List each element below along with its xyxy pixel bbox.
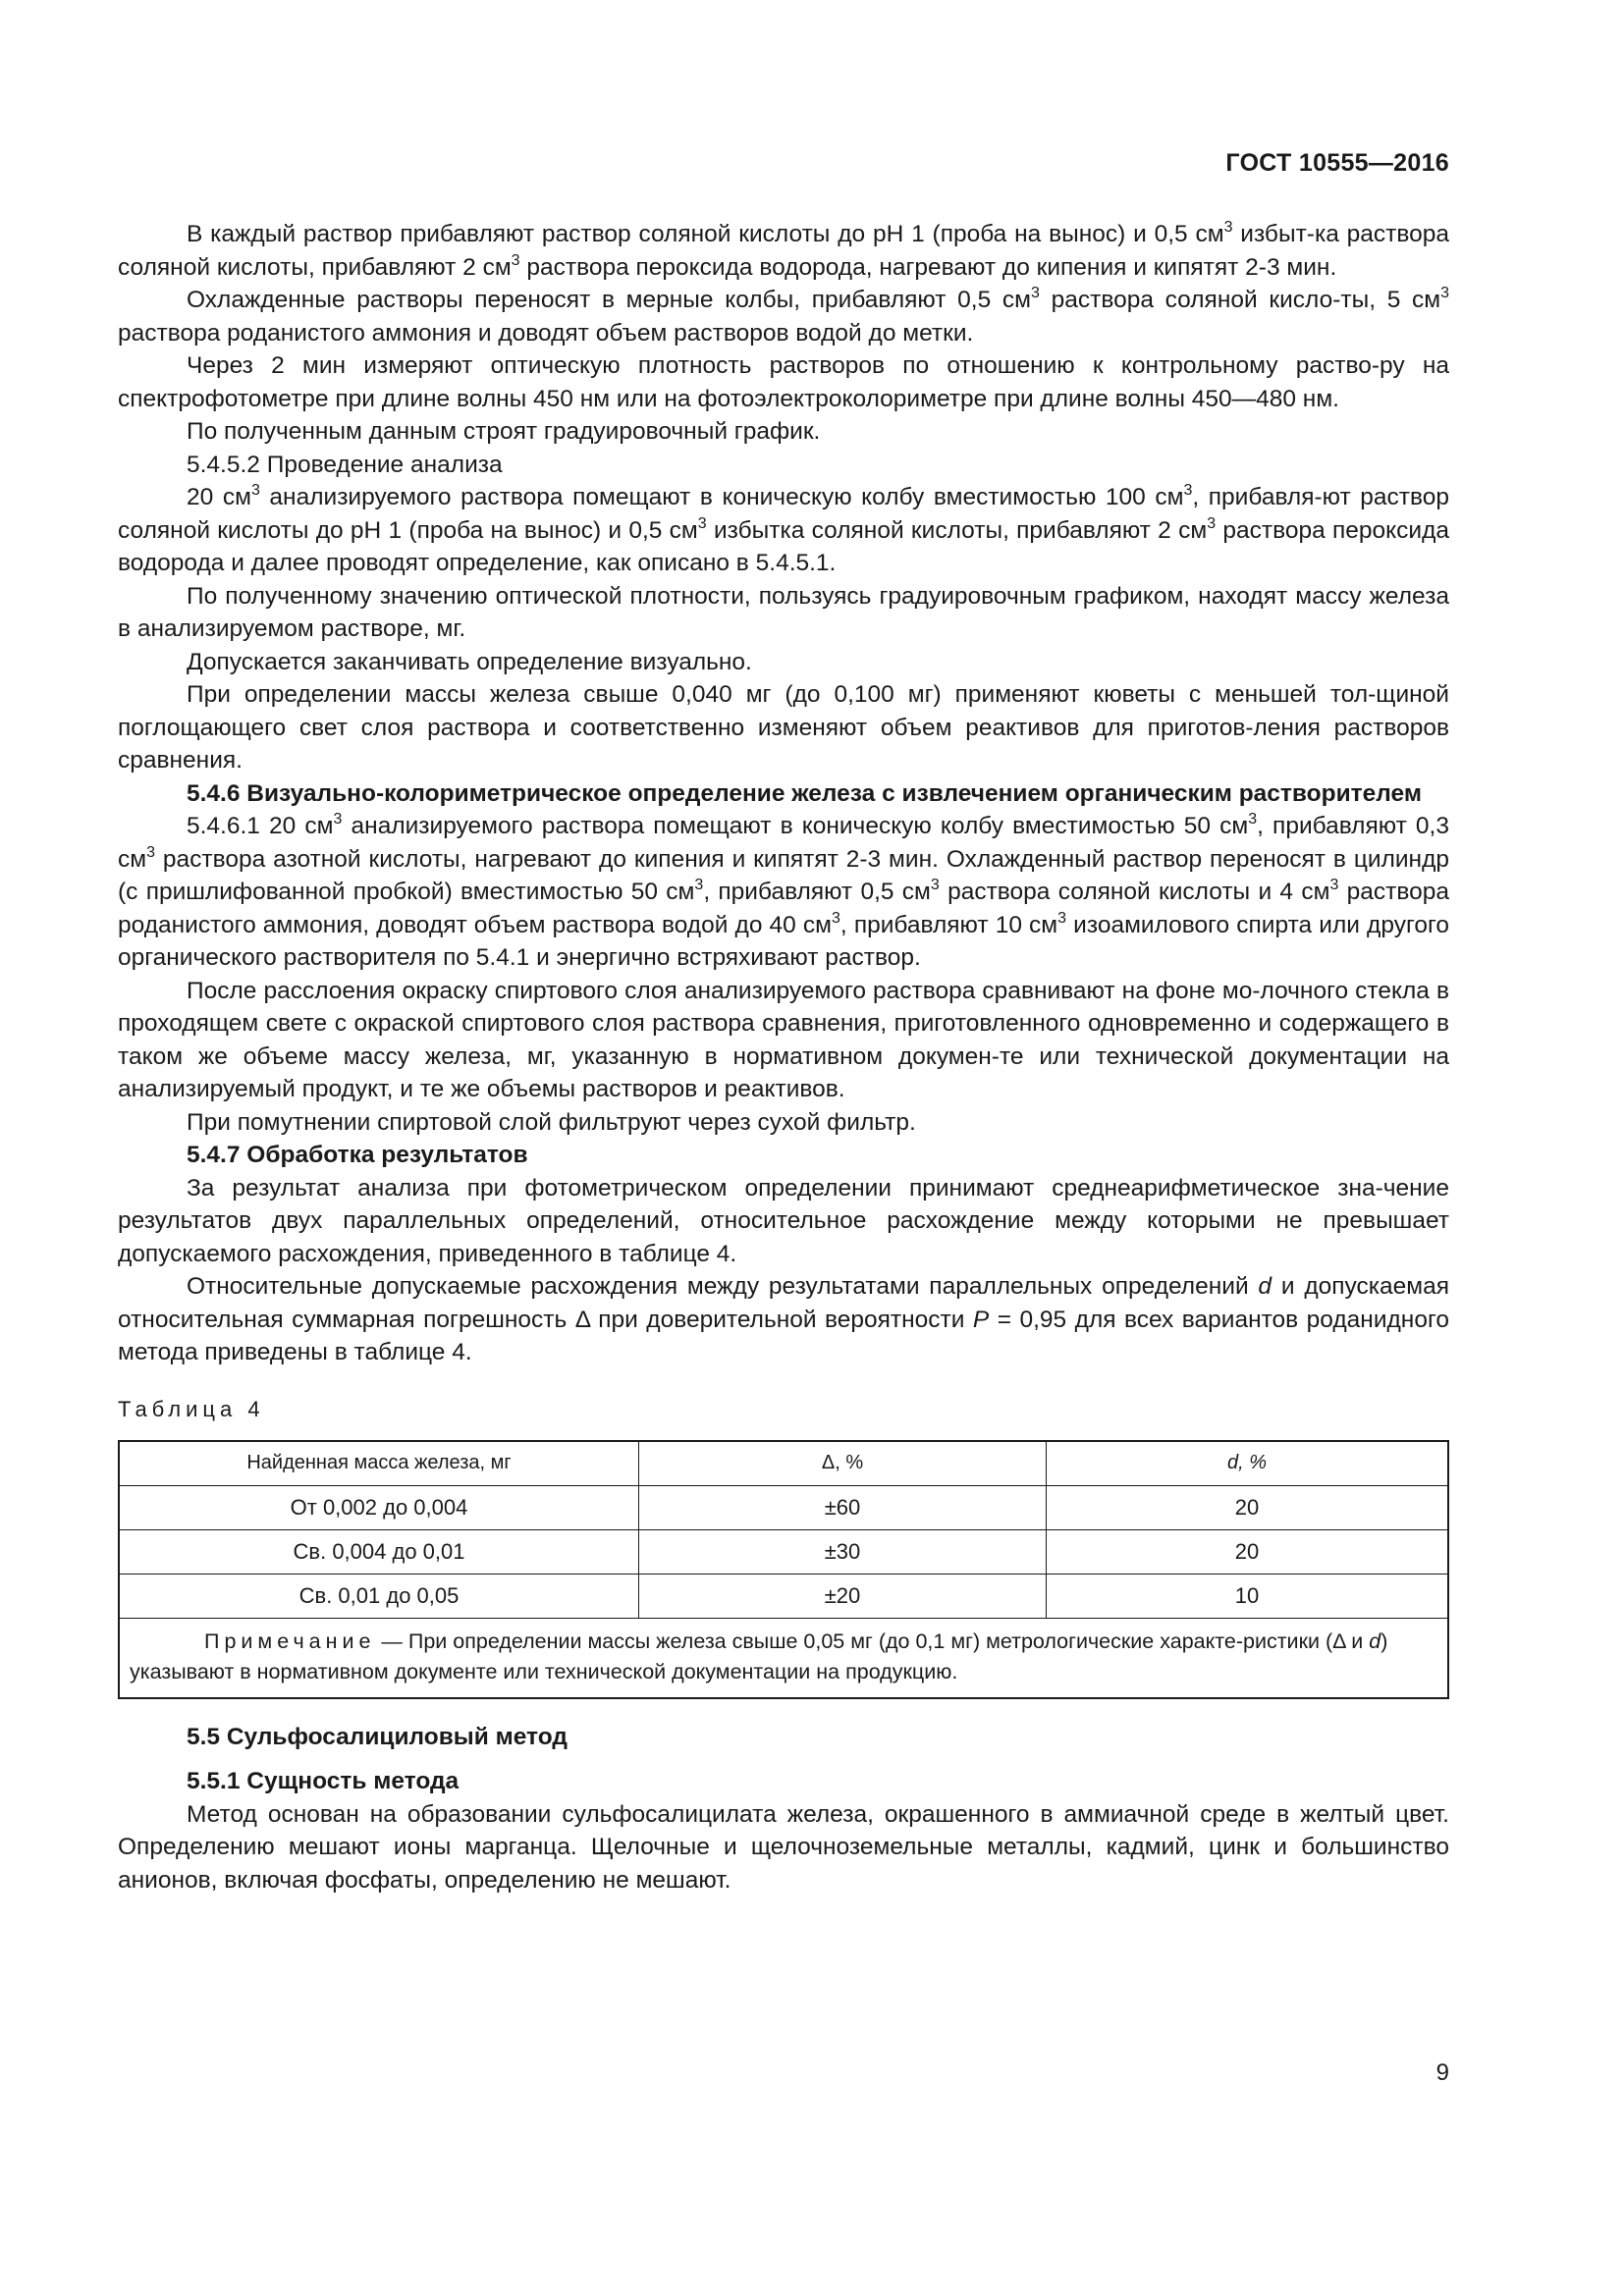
paragraph: Через 2 мин измеряют оптическую плотность растворов по отношению к контрольному раство-ру на спектрофотометре при длине волны 450 нм или на фотоэлектроколориметре при длине волны 450—480 нм. [118, 352, 1449, 412]
table-row [119, 1529, 1448, 1574]
document-number-header: ГОСТ 10555—2016 [1225, 149, 1449, 177]
table-note: Примечание — При определении массы железа свыше 0,05 мг (до 0,1 мг) метрологические характе-ристики (Δ и d) указывают в нормативном документе или технической документации на продукцию. [119, 1618, 1448, 1698]
table-row [119, 1574, 1448, 1618]
document-page [118, 0, 1449, 2296]
paragraph: По полученному значению оптической плотности, пользуясь градуировочным графиком, находят массу железа в анализируемом растворе, мг. [118, 582, 1449, 642]
section-heading-5-5-1: 5.5.1 Сущность метода [187, 1768, 460, 1794]
paragraph: По полученным данным строят градуировочный график. [187, 418, 821, 445]
table-cell: 10 [1047, 1574, 1449, 1618]
table-cell: Св. 0,004 до 0,01 [119, 1529, 639, 1574]
paragraph: За результат анализа при фотометрическом определении принимают среднеарифметическое зна-чение результатов двух параллельных определений, относительное расхождение между которыми не превышает допускаемого расхождения, приведенного в таблице 4. [118, 1174, 1449, 1267]
column-header: Найденная масса железа, мг [119, 1441, 639, 1486]
section-heading-5-4-6: 5.4.6 Визуально-колориметрическое определение железа с извлечением органическим растворителем [187, 779, 1422, 807]
table-cell: Св. 0,01 до 0,05 [119, 1574, 639, 1618]
table-note-row [119, 1618, 1448, 1698]
table-cell: ±20 [639, 1574, 1047, 1618]
paragraph: Относительные допускаемые расхождения между результатами параллельных определений d и допускаемая относительная суммарная погрешность Δ при доверительной вероятности P = 0,95 для всех вариантов роданидного метода приведены в таблице 4. [118, 1273, 1449, 1365]
paragraph: При помутнении спиртовой слой фильтруют через сухой фильтр. [187, 1108, 916, 1136]
paragraph: 5.4.6.1 20 $см^3$ анализируемого раствора помещают в коническую колбу вместимостью 50 $см^3$, прибавляют 0,3 $см^3$ раствора азотной кислоты, нагревают до кипения и кипятят 2-3 мин. Охлажденный раствор переносят в цилиндр (с пришлифованной пробкой) вместимостью 50 $см^3$, прибавляют 0,5 $см^3$ раствора соляной кислоты и 4 $см^3$ раствора роданистого аммония, доводят объем раствора водой до 40 $см^3$, прибавляют 10 $см^3$ изоамилового спирта или другого органического растворителя по 5.4.1 и энергично встряхивают раствор. [118, 811, 1449, 971]
column-header: Δ, % [639, 1441, 1047, 1486]
table-cell: 20 [1047, 1529, 1449, 1574]
section-heading-5-4-7: 5.4.7 Обработка результатов [187, 1142, 528, 1168]
paragraph: После расслоения окраску спиртового слоя анализируемого раствора сравнивают на фоне мо-лочного стекла в проходящем свете с окраской спиртового слоя раствора сравнения, приготовленного одновременно и содержащего в таком же объеме массу железа, мг, указанную в нормативном докумен-те или технической документации на анализируемый продукт, и те же объемы растворов и реактивов. [118, 977, 1449, 1102]
paragraph: При определении массы железа свыше 0,040 мг (до 0,100 мг) применяют кюветы с меньшей тол-щиной поглощающего свет слоя раствора и соответственно изменяют объем реактивов для приготов-ления растворов сравнения. [118, 681, 1449, 774]
paragraph: Охлажденные растворы переносят в мерные колбы, прибавляют 0,5 $см^3$ раствора соляной кисло-ты, 5 $см^3$ раствора роданистого аммония и доводят объем растворов водой до метки. [118, 285, 1450, 347]
document-body [118, 218, 1449, 1896]
page-number: 9 [1435, 2059, 1449, 2086]
table-cell: От 0,002 до 0,004 [119, 1485, 639, 1529]
table-cell: 20 [1047, 1485, 1449, 1529]
table-4 [118, 1440, 1449, 1699]
table-header-row [119, 1441, 1448, 1486]
paragraph: Метод основан на образовании сульфосалицилата железа, окрашенного в аммиачной среде в желтый цвет. Определению мешают ионы марганца. Щелочные и щелочноземельные металлы, кадмий, цинк и большинство анионов, включая фосфаты, определению не мешают. [118, 1800, 1449, 1894]
section-heading-5-5: 5.5 Сульфосалициловый метод [187, 1723, 568, 1750]
subsection-heading: 5.4.5.2 Проведение анализа [187, 451, 503, 478]
table-row [119, 1485, 1448, 1529]
paragraph: В каждый раствор прибавляют раствор соляной кислоты до рН 1 (проба на вынос) и 0,5 $см^3$ избыт-ка раствора соляной кислоты, прибавляют 2 $см^3$ раствора пероксида водорода, нагревают до кипения и кипятят 2-3 мин. [118, 219, 1449, 281]
column-header: d, % [1047, 1441, 1449, 1486]
table-caption: Таблица 4 [118, 1396, 265, 1421]
table-cell: ±60 [639, 1485, 1047, 1529]
paragraph: 20 $см^3$ анализируемого раствора помещают в коническую колбу вместимостью 100 $см^3$, прибавля-ют раствор соляной кислоты до рН 1 (проба на вынос) и 0,5 $см^3$ избытка соляной кислоты, прибавляют 2 $см^3$ раствора пероксида водорода и далее проводят определение, как описано в 5.4.5.1. [118, 482, 1449, 576]
paragraph: Допускается заканчивать определение визуально. [187, 648, 752, 675]
table-cell: ±30 [639, 1529, 1047, 1574]
